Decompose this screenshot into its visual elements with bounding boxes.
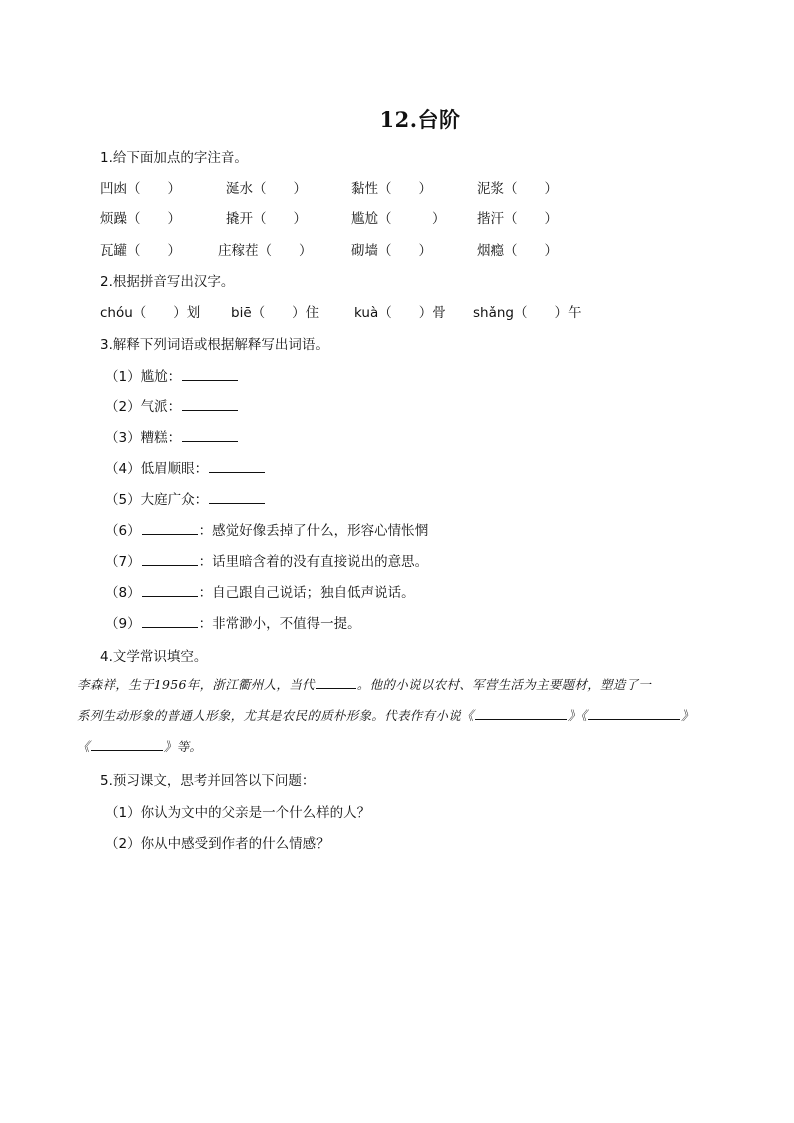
vocab-term: 低眉顺眼： [140,461,209,477]
vocab-term: 尴尬： [140,369,182,385]
item-number: （6） [105,523,141,539]
answer-blank[interactable] [91,737,163,751]
vocab-item [105,612,361,632]
paragraph-text: 系列生动形象的普通人形象，尤其是农民的质朴形象。代表作有小说《 [77,708,474,723]
question-1-prompt: 1.给下面加点的字注音。 [100,150,248,166]
paragraph-text: 》《 [567,708,588,723]
hanzi-item: biē（ ）住 [231,305,320,321]
question-2-prompt: 2.根据拼音写出汉字。 [100,274,235,290]
pinyin-item: 涎水（ ） [226,181,307,197]
answer-blank[interactable] [142,551,198,566]
item-number: （1） [105,369,141,385]
question-5-prompt: 5.预习课文，思考并回答以下问题： [100,773,316,789]
vocab-item [105,365,239,385]
answer-blank[interactable] [316,675,356,689]
pinyin-item: 庄稼茬（ ） [218,243,313,259]
pinyin-item: 尴尬（ ） [351,211,446,227]
item-number: （4） [105,461,141,477]
item-number: （3） [105,430,141,446]
hanzi-item: shǎng（ ）午 [473,305,582,321]
discussion-question: （1）你认为文中的父亲是一个什么样的人？ [105,805,371,821]
pinyin-item: 砌墙（ ） [351,243,432,259]
pinyin-item: 凹凼（ ） [100,181,181,197]
answer-blank[interactable] [182,396,238,411]
item-number: （5） [105,492,141,508]
pinyin-item: 烦躁（ ） [100,211,181,227]
vocab-item [105,581,415,601]
answer-blank[interactable] [588,706,680,720]
pinyin-item: 揩汗（ ） [477,211,558,227]
question-3-prompt: 3.解释下列词语或根据解释写出词语。 [100,337,329,353]
answer-blank[interactable] [209,489,265,504]
answer-blank[interactable] [209,458,265,473]
item-number: （7） [105,554,141,570]
item-number: （8） [105,585,141,601]
vocab-term: 气派： [140,399,182,415]
paragraph-text: 。他的小说以农村、军营生活为主要题材，塑造了一 [356,677,652,692]
answer-blank[interactable] [475,706,567,720]
vocab-item [105,395,239,415]
vocab-term: 大庭广众： [140,492,209,508]
vocab-definition: ：话里暗含着的没有直接说出的意思。 [198,554,429,570]
paragraph-text: 李森祥，生于1956年，浙江衢州人，当代 [77,677,315,692]
pinyin-item: 瓦罐（ ） [100,243,181,259]
item-number: （9） [105,616,141,632]
question-4-prompt: 4.文学常识填空。 [100,649,208,665]
pinyin-item: 黏性（ ） [351,181,432,197]
pinyin-item: 烟瘾（ ） [477,243,558,259]
paragraph-text: 《 [77,739,90,754]
answer-blank[interactable] [142,520,198,535]
vocab-item [105,519,428,539]
vocab-definition: ：感觉好像丢掉了什么，形容心情怅惘 [198,523,429,539]
paragraph-text: 》 [681,708,694,723]
discussion-question: （2）你从中感受到作者的什么情感？ [105,836,330,852]
hanzi-item: kuà（ ）骨 [354,305,446,321]
literature-paragraph [77,669,717,762]
paragraph-text: 》等。 [163,739,203,754]
vocab-item [105,457,266,477]
answer-blank[interactable] [142,613,198,628]
vocab-item [105,426,239,446]
answer-blank[interactable] [182,366,238,381]
page-title: 12.台阶 [379,107,461,132]
vocab-definition: ：非常渺小，不值得一提。 [198,616,361,632]
vocab-item [105,488,266,508]
hanzi-item: chóu（ ）划 [100,305,201,321]
vocab-term: 糟糕： [140,430,182,446]
vocab-definition: ：自己跟自己说话；独自低声说话。 [198,585,415,601]
answer-blank[interactable] [142,582,198,597]
item-number: （2） [105,399,141,415]
pinyin-item: 泥浆（ ） [477,181,558,197]
pinyin-item: 撬开（ ） [226,211,307,227]
vocab-item [105,550,428,570]
answer-blank[interactable] [182,427,238,442]
